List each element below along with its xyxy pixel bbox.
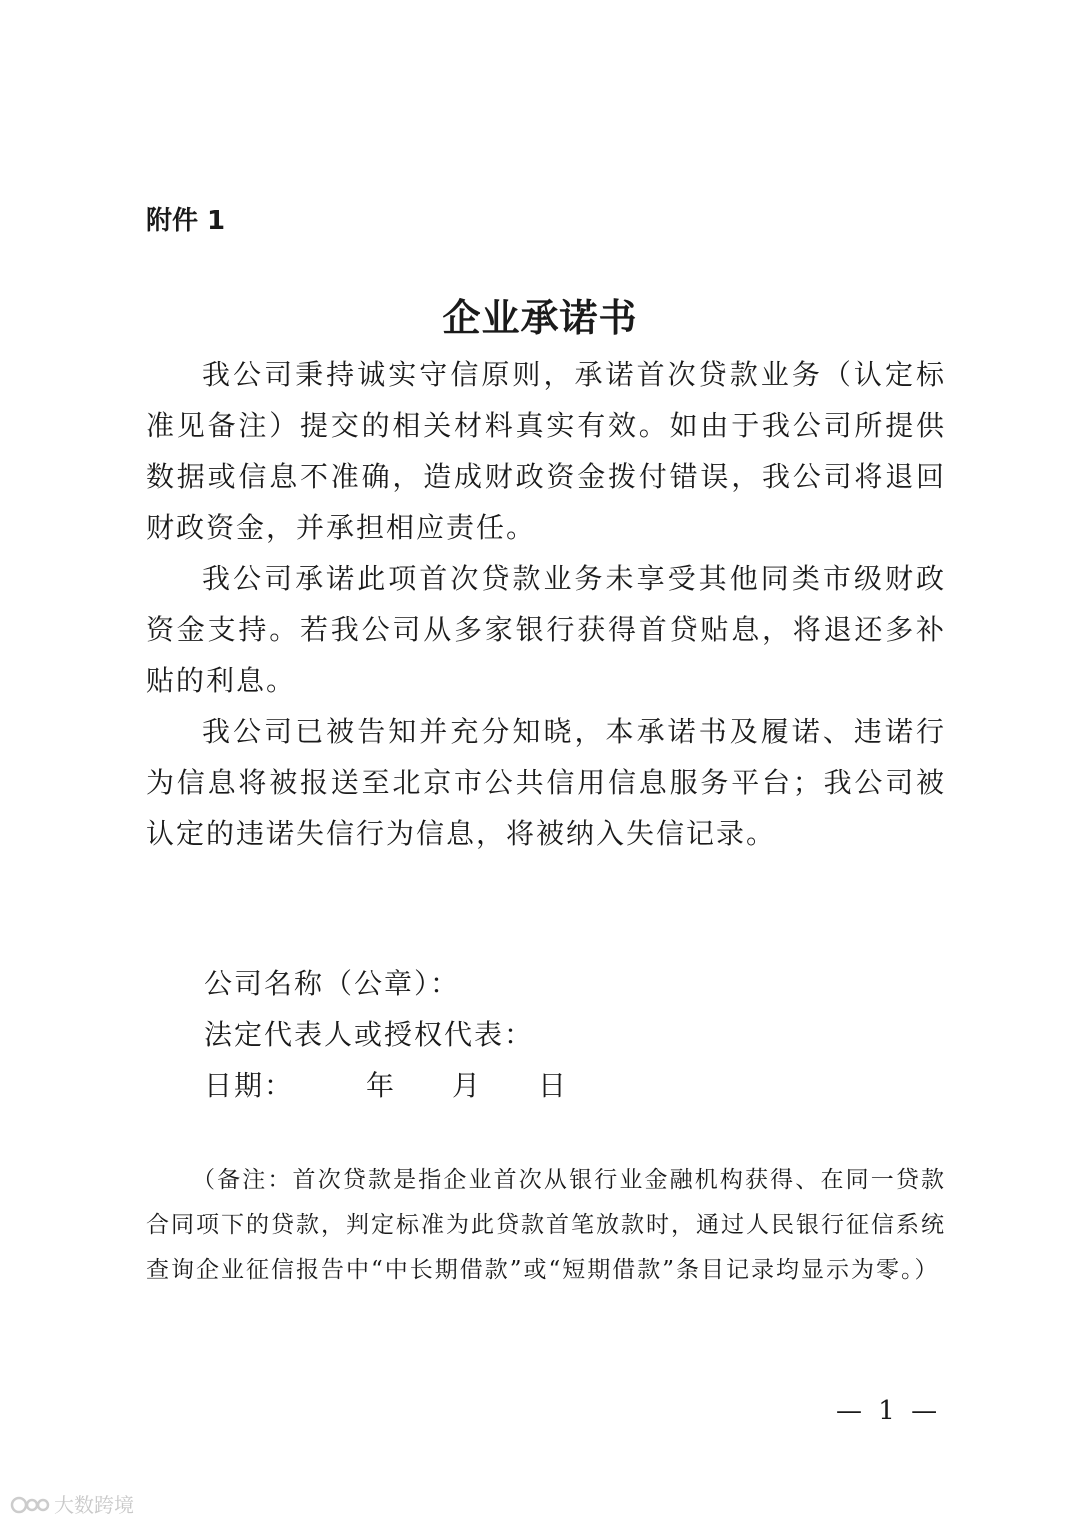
remark-note (146, 1158, 946, 1293)
month-label: 月 (452, 1069, 483, 1102)
attachment-label: 附件 1 (146, 206, 226, 236)
date-label: 日期： (204, 1069, 295, 1102)
paragraph-2: 我公司承诺此项首次贷款业务未享受其他同类市级财政资金支持。若我公司从多家银行获得首贷贴息，将退还多补贴的利息。 (146, 562, 946, 697)
signature-block (204, 958, 568, 1111)
watermark-text: 大数跨境 (54, 1493, 134, 1517)
watermark (10, 1491, 134, 1519)
watermark-logo-icon (10, 1494, 50, 1516)
date-line (204, 1060, 568, 1111)
commitment-body (146, 349, 946, 859)
company-name-label: 公司名称（公章）： (204, 967, 461, 1000)
paragraph-1: 我公司秉持诚实守信原则，承诺首次贷款业务（认定标准见备注）提交的相关材料真实有效。如由于我公司所提供数据或信息不准确，造成财政资金拨付错误，我公司将退回财政资金，并承担相应责任。 (146, 358, 946, 544)
representative-label: 法定代表人或授权代表： (204, 1018, 535, 1051)
page-number: — 1 — (836, 1396, 942, 1426)
paragraph-3: 我公司已被告知并充分知晓，本承诺书及履诺、违诺行为信息将被报送至北京市公共信用信息服务平台；我公司被认定的违诺失信行为信息，将被纳入失信记录。 (146, 715, 946, 850)
document-title: 企业承诺书 (442, 296, 638, 340)
year-label: 年 (366, 1069, 397, 1102)
remark-text: （备注：首次贷款是指企业首次从银行业金融机构获得、在同一贷款合同项下的贷款，判定标准为此贷款首笔放款时，通过人民银行征信系统查询企业征信报告中“中长期借款”或“短期借款”条目记录均显示为零。） (146, 1167, 946, 1283)
day-label: 日 (538, 1069, 569, 1102)
